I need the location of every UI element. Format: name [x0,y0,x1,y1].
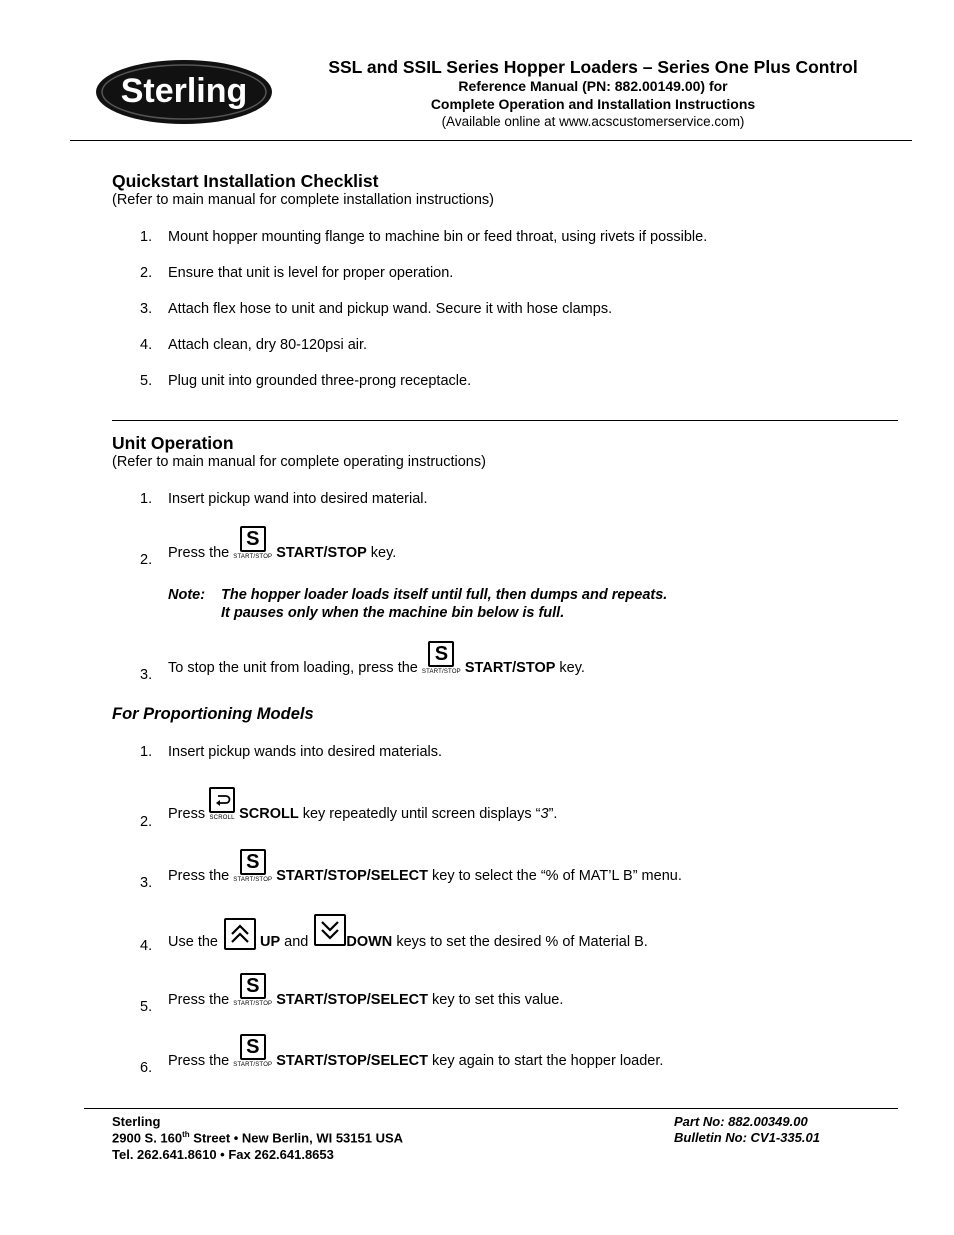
online-line: (Available online at www.acscustomerservice.com) [441,114,745,129]
pm-item-2-value: 3 [540,806,549,822]
doc-title: SSL and SSIL Series Hopper Loaders – Series One Plus Control [328,57,858,77]
quickstart-note: (Refer to main manual for complete installation instructions) [112,192,494,208]
pm-item-4-post: keys to set the desired % of Material B. [396,934,648,950]
key-glyph: S [240,849,266,875]
sterling-logo [94,56,278,126]
qs-item-2: Ensure that unit is level for proper operation. [168,265,454,281]
pm-item-5-num: 5. [140,999,153,1015]
pm-item-1-num: 1. [140,744,153,760]
qs-item-4-num: 4. [140,337,153,353]
pm-item-2-num: 2. [140,814,153,830]
footer-part-no: Part No: 882.00349.00 [674,1114,808,1129]
pm-item-5-pre: Press the [168,992,230,1008]
key-caption: START/STOP [233,1001,273,1007]
qs-item-3-num: 3. [140,301,153,317]
pm-item-3-num: 3. [140,875,153,891]
note-line-1: The hopper loader loads itself until full, then dumps and repeats. [221,587,668,603]
start-stop-key-icon [422,641,461,676]
logo-text: Sterling [120,72,248,110]
op-item-2-num: 2. [140,552,153,568]
op-item-2-post: key. [370,545,397,561]
qs-item-5: Plug unit into grounded three-prong receptacle. [168,373,472,389]
op-item-2-key: START/STOP [276,545,367,561]
qs-item-1: Mount hopper mounting flange to machine bin or feed throat, using rivets if possible. [168,229,708,245]
key-caption: START/STOP [233,554,273,560]
key-glyph: S [240,973,266,999]
pm-item-4-pre: Use the [168,934,218,950]
pm-item-6 [168,1034,663,1069]
key-caption: START/STOP [233,877,273,883]
pm-item-6-num: 6. [140,1060,153,1076]
pm-item-2-key: SCROLL [239,806,299,822]
footer-address-sup: th [182,1130,190,1139]
footer-address-post: Street • New Berlin, WI 53151 USA [189,1130,404,1146]
pm-item-3-post: key to select the “% of MAT’L B” menu. [432,868,682,884]
pm-item-4-up-key: UP [259,934,281,950]
op-item-3-pre: To stop the unit from loading, press the [168,660,418,676]
key-caption: START/STOP [421,669,461,675]
op-item-3-key: START/STOP [464,660,556,676]
qs-item-1-num: 1. [140,229,153,245]
start-stop-key-icon [233,973,272,1008]
key-caption: START/STOP [233,1062,273,1068]
pm-item-5-post: key to set this value. [432,992,564,1008]
op-item-3-post: key. [559,660,585,676]
pm-item-4 [168,914,648,950]
footer-address [112,1130,403,1145]
operation-title: Unit Operation [112,433,234,453]
footer-divider [84,1108,898,1109]
key-glyph: S [428,641,454,667]
pm-item-5-key: START/STOP/SELECT [276,992,428,1008]
up-key-icon [224,918,256,950]
pm-item-3-key: START/STOP/SELECT [276,868,428,884]
quickstart-title: Quickstart Installation Checklist [112,171,379,191]
pm-item-6-key: START/STOP/SELECT [276,1053,428,1069]
pm-item-3 [168,849,682,884]
op-item-1: Insert pickup wand into desired material. [168,491,428,507]
start-stop-key-icon [233,1034,272,1069]
pm-item-6-pre: Press the [168,1053,230,1069]
qs-item-3: Attach flex hose to unit and pickup wand. Secure it with hose clamps. [168,301,613,317]
pm-item-5 [168,973,563,1008]
pm-item-2 [168,787,557,822]
instructions-line: Complete Operation and Installation Instructions [430,96,756,112]
section-divider [112,420,898,421]
operation-note: (Refer to main manual for complete operating instructions) [112,454,486,470]
pm-item-2-post: key repeatedly until screen displays “ [302,806,541,822]
footer-bulletin: Bulletin No: CV1-335.01 [674,1130,820,1145]
pm-item-4-num: 4. [140,938,153,954]
op-item-1-num: 1. [140,491,153,507]
proportioning-title: For Proportioning Models [112,705,314,723]
op-item-2-pre: Press the [168,545,230,561]
key-glyph: S [240,1034,266,1060]
pm-item-2-pre: Press [168,806,206,822]
footer-phone: Tel. 262.641.8610 • Fax 262.641.8653 [112,1147,334,1162]
key-glyph: S [240,526,266,552]
op-item-2 [168,526,396,561]
header-divider [70,140,912,141]
note-label: Note: [168,587,206,603]
pm-item-1: Insert pickup wands into desired materials. [168,744,443,760]
pm-item-3-pre: Press the [168,868,230,884]
double-chevron-up-icon [224,918,256,950]
pm-item-4-and: and [284,934,309,950]
op-item-3-num: 3. [140,667,153,683]
scroll-loop-icon [209,787,235,813]
start-stop-key-icon [233,849,272,884]
qs-item-5-num: 5. [140,373,153,389]
scroll-key-icon [209,787,235,822]
pm-item-2-post2: ”. [548,806,558,822]
pm-item-6-post: key again to start the hopper loader. [432,1053,664,1069]
footer-address-pre: 2900 S. 160 [112,1130,183,1146]
note-line-2: It pauses only when the machine bin below is full. [221,605,565,621]
qs-item-4: Attach clean, dry 80-120psi air. [168,337,368,353]
op-item-3 [168,641,585,676]
start-stop-key-icon [233,526,272,561]
qs-item-2-num: 2. [140,265,153,281]
down-key-icon [314,914,346,950]
footer-company: Sterling [112,1114,161,1129]
pm-item-4-down-key: DOWN [346,934,393,950]
reference-manual-line: Reference Manual (PN: 882.00149.00) for [458,78,728,94]
key-caption: SCROLL [209,815,235,821]
double-chevron-down-icon [314,914,346,946]
